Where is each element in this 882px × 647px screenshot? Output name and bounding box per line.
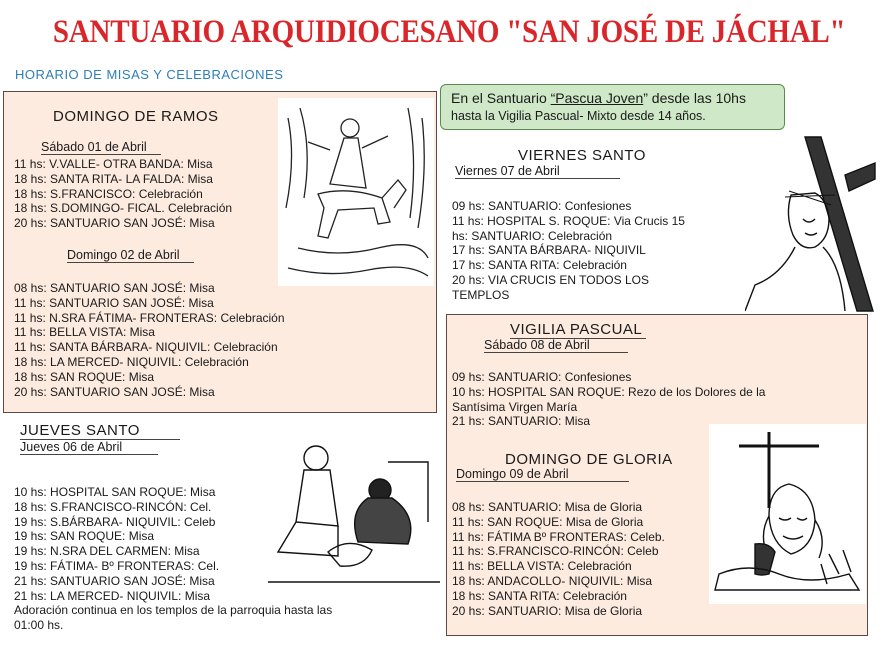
jesus-cross-illustration <box>745 135 877 313</box>
jueves-santo-date: Jueves 06 de Abril <box>20 440 158 455</box>
list-item: 10 hs: HOSPITAL SAN ROQUE: Misa <box>14 485 216 499</box>
list-item: 20 hs: SANTUARIO SAN JOSÉ: Misa <box>14 384 215 399</box>
vigilia-pascual-list <box>452 370 765 429</box>
list-item: 20 hs: SANTUARIO SAN JOSÉ: Misa <box>14 216 215 231</box>
list-item: 18 hs: S.DOMINGO- FICAL. Celebración <box>14 201 233 216</box>
list-item: TEMPLOS <box>452 287 510 302</box>
list-item: 17 hs: SANTA RITA: Celebración <box>452 258 627 273</box>
list-item: Santísima Virgen María <box>452 399 578 414</box>
domingo-gloria-list <box>452 500 665 618</box>
domingo-gloria-date: Domingo 09 de Abril <box>456 467 629 482</box>
list-item: 19 hs: N.SRA DEL CARMEN: Misa <box>14 544 200 559</box>
list-item: 18 hs: SANTA RITA- LA FALDA: Misa <box>14 171 213 186</box>
palm-sunday-illustration <box>278 98 434 286</box>
list-item: 11 hs: BELLA VISTA: Celebración <box>452 559 632 574</box>
domingo-ramos-list-2 <box>14 281 285 399</box>
vigilia-pascual-heading: VIGILIA PASCUAL <box>510 321 646 339</box>
list-item: 11 hs: V.VALLE- OTRA BANDA: Misa <box>14 157 213 171</box>
list-item: 21 hs: SANTUARIO: Misa <box>452 414 591 429</box>
list-item: 08 hs: SANTUARIO: Misa de Gloria <box>452 500 643 514</box>
list-item: 19 hs: SAN ROQUE: Misa <box>14 529 155 544</box>
list-item: 18 hs: S.FRANCISCO-RINCÓN: Cel. <box>14 499 212 514</box>
list-item: 11 hs: HOSPITAL S. ROQUE: Via Crucis 15 <box>452 213 685 228</box>
list-item: hs: SANTUARIO: Celebración <box>452 228 613 243</box>
jueves-santo-list <box>14 485 434 633</box>
list-item: 11 hs: FÁTIMA Bº FRONTERAS: Celeb. <box>452 529 665 544</box>
list-item: 19 hs: S.BÁRBARA- NIQUIVIL: Celeb <box>14 514 216 529</box>
pascua-text: En el Santuario <box>451 90 551 106</box>
list-item: 19 hs: FÁTIMA- Bº FRONTERAS: Cel. <box>14 558 220 573</box>
list-item: 18 hs: SANTA RITA: Celebración <box>452 588 627 603</box>
list-item: 20 hs: VIA CRUCIS EN TODOS LOS <box>452 272 649 287</box>
list-item: 11 hs: N.SRA FÁTIMA- FRONTERAS: Celebración <box>14 310 285 325</box>
vigilia-pascual-date: Sábado 08 de Abril <box>484 338 628 353</box>
viernes-santo-date: Viernes 07 de Abril <box>455 164 620 179</box>
domingo-gloria-heading: DOMINGO DE GLORIA <box>505 451 673 468</box>
list-item: 10 hs: HOSPITAL SAN ROQUE: Rezo de los Dolores de la <box>452 384 766 399</box>
list-item: 01:00 hs. <box>14 618 64 633</box>
domingo-ramos-list-1 <box>14 157 232 231</box>
viernes-santo-heading: VIERNES SANTO <box>518 147 646 164</box>
pascua-text-2: hasta la Vigilia Pascual- Mixto desde 14 años. <box>451 109 706 123</box>
pascua-text: ” desde las 10hs <box>643 90 746 106</box>
jueves-santo-heading: JUEVES SANTO <box>20 422 180 440</box>
list-item: 11 hs: BELLA VISTA: Misa <box>14 325 155 340</box>
list-item: 17 hs: SANTA BÁRBARA- NIQUIVIL <box>452 243 646 258</box>
domingo-ramos-heading: DOMINGO DE RAMOS <box>53 108 219 125</box>
list-item: 18 hs: ANDACOLLO- NIQUIVIL: Misa <box>452 573 653 588</box>
pascua-joven-link[interactable]: “Pascua Joven <box>550 90 644 106</box>
domingo-ramos-date-1: Sábado 01 de Abril <box>41 140 161 155</box>
list-item: Adoración continua en los templos de la parroquia hasta las <box>14 603 333 618</box>
domingo-ramos-date-2: Domingo 02 de Abril <box>67 248 194 263</box>
list-item: 09 hs: SANTUARIO: Confesiones <box>452 370 632 384</box>
page-subtitle: HORARIO DE MISAS Y CELEBRACIONES <box>15 67 284 82</box>
list-item: 09 hs: SANTUARIO: Confesiones <box>452 199 632 213</box>
page-title: SANTUARIO ARQUIDIOCESANO "SAN JOSÉ DE JÁCHAL" <box>52 14 846 50</box>
list-item: 20 hs: SANTUARIO: Misa de Gloria <box>452 603 643 618</box>
list-item: 21 hs: LA MERCED- NIQUIVIL: Misa <box>14 588 211 603</box>
list-item: 18 hs: S.FRANCISCO: Celebración <box>14 186 203 201</box>
pascua-joven-notice <box>440 84 785 130</box>
list-item: 11 hs: SANTA BÁRBARA- NIQUIVIL: Celebración <box>14 340 278 355</box>
list-item: 11 hs: SANTUARIO SAN JOSÉ: Misa <box>14 295 214 310</box>
list-item: 18 hs: SAN ROQUE: Misa <box>14 369 155 384</box>
list-item: 08 hs: SANTUARIO SAN JOSÉ: Misa <box>14 281 215 295</box>
list-item: 21 hs: SANTUARIO SAN JOSÉ: Misa <box>14 573 215 588</box>
list-item: 18 hs: LA MERCED- NIQUIVIL: Celebración <box>14 354 249 369</box>
viernes-santo-list <box>452 199 685 303</box>
list-item: 11 hs: S.FRANCISCO-RINCÓN: Celeb <box>452 544 659 559</box>
list-item: 11 hs: SAN ROQUE: Misa de Gloria <box>452 514 644 529</box>
risen-christ-illustration <box>709 424 866 604</box>
